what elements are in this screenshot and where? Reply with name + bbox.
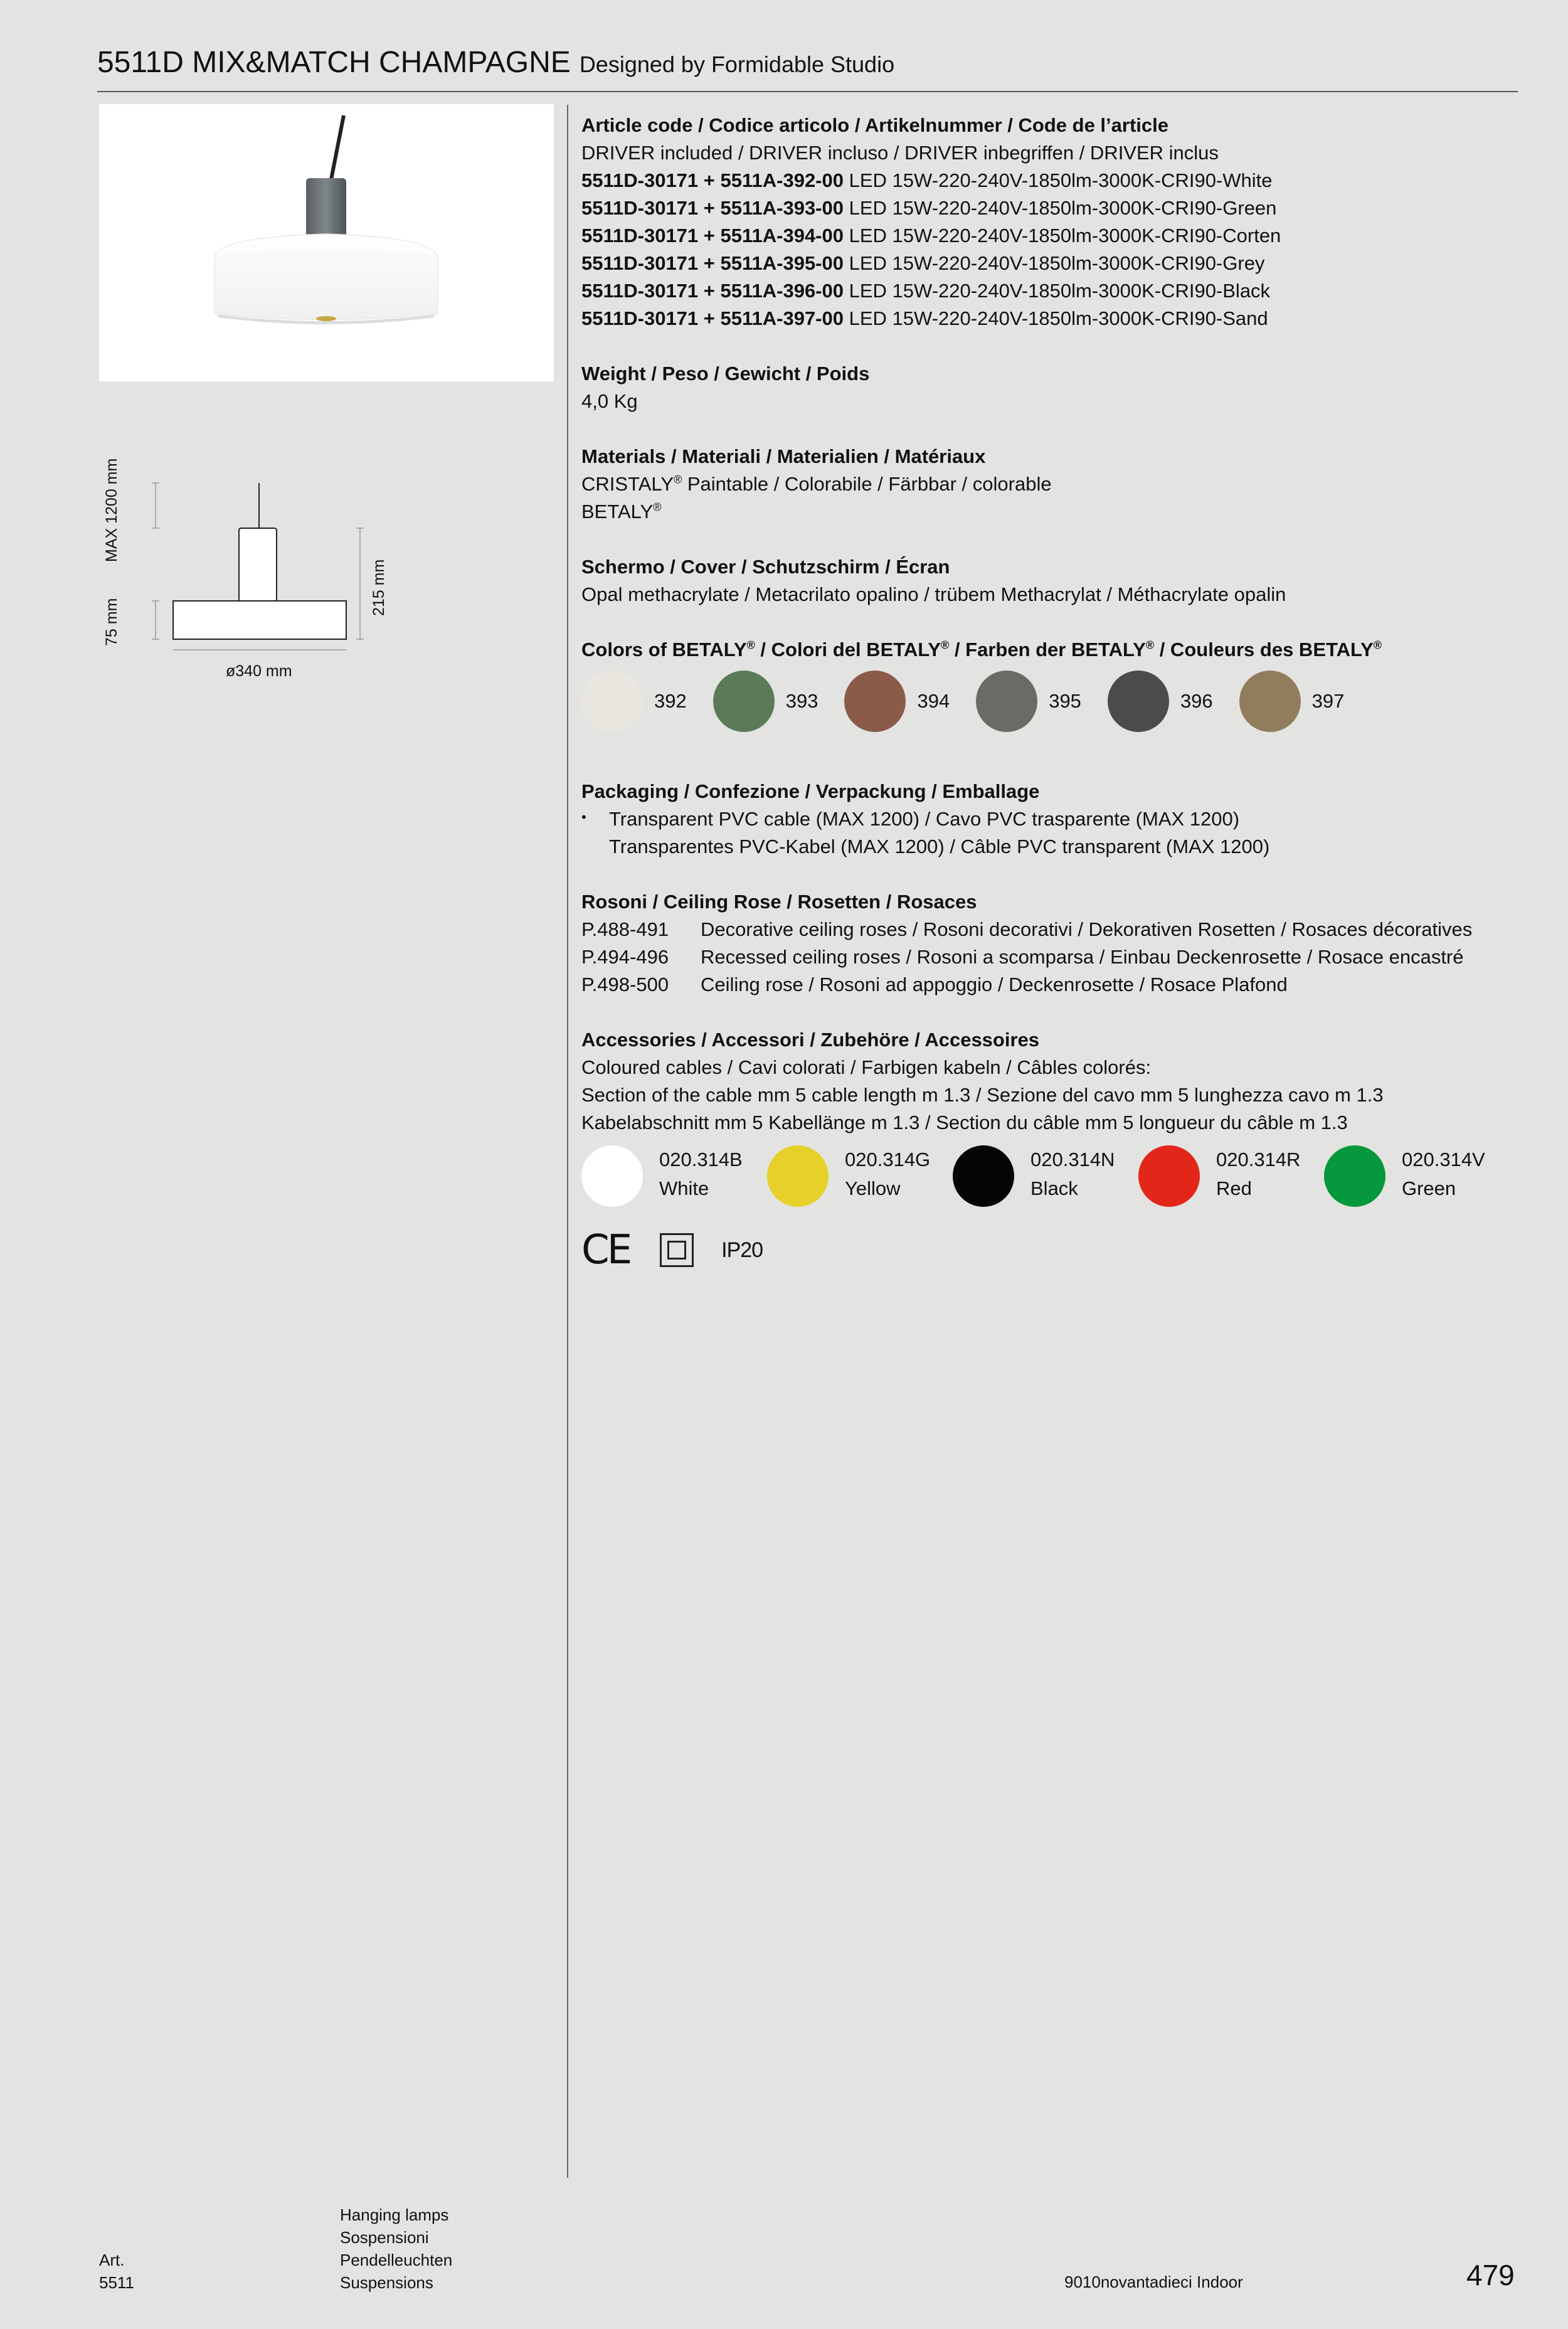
color-swatch bbox=[1239, 671, 1345, 732]
colors-heading-de: / Farben der BETALY bbox=[949, 639, 1146, 661]
swatch-code: 396 bbox=[1180, 690, 1213, 712]
cable-info bbox=[1402, 1145, 1485, 1208]
article-code: 5511D-30171 + 5511A-397-00 bbox=[581, 307, 844, 329]
registered-mark: ® bbox=[674, 473, 682, 486]
cable-option bbox=[953, 1145, 1138, 1208]
article-row bbox=[581, 277, 1510, 305]
swatch-code: 393 bbox=[785, 690, 818, 712]
accessories-heading: Accessories / Accessori / Zubehöre / Accessoires bbox=[581, 1029, 1040, 1051]
cable-color-dot bbox=[767, 1145, 829, 1207]
page-title bbox=[97, 45, 894, 80]
footer-categories bbox=[340, 2204, 452, 2294]
screen-heading: Schermo / Cover / Schutzschirm / Écran bbox=[581, 556, 950, 578]
rosoni-heading: Rosoni / Ceiling Rose / Rosetten / Rosaces bbox=[581, 891, 977, 913]
color-swatch bbox=[713, 671, 818, 732]
packaging-item bbox=[581, 805, 1510, 861]
registered-mark: ® bbox=[1145, 639, 1155, 652]
accessories-section bbox=[581, 1026, 1510, 1208]
accessories-line-3: Kabelabschnitt mm 5 Kabellänge m 1.3 / Section du câble mm 5 longueur du câble m 1.3 bbox=[581, 1111, 1348, 1133]
cable-options bbox=[581, 1145, 1510, 1208]
registered-mark: ® bbox=[1373, 639, 1382, 652]
screen-value: Opal methacrylate / Metacrilato opalino / trübem Methacrylat / Méthacrylate opalin bbox=[581, 583, 1286, 605]
swatch-code: 394 bbox=[917, 690, 950, 712]
screen-section bbox=[581, 553, 1510, 608]
rosoni-row bbox=[581, 971, 1510, 999]
article-spec: LED 15W-220-240V-1850lm-3000K-CRI90-Corten bbox=[849, 225, 1281, 247]
spec-column bbox=[581, 112, 1510, 1273]
article-row bbox=[581, 167, 1510, 194]
colors-heading-fr: / Couleurs des BETALY bbox=[1154, 639, 1374, 661]
cable-info bbox=[659, 1145, 743, 1208]
ip-rating: IP20 bbox=[721, 1238, 763, 1262]
swatch-dot bbox=[581, 671, 643, 732]
cable-code: 020.314G bbox=[845, 1149, 931, 1170]
registered-mark: ® bbox=[653, 501, 662, 514]
article-spec: LED 15W-220-240V-1850lm-3000K-CRI90-Sand bbox=[849, 307, 1268, 329]
color-swatch bbox=[844, 671, 950, 732]
rosoni-row bbox=[581, 916, 1510, 943]
cristaly-brand: CRISTALY bbox=[581, 473, 674, 495]
article-code: 5511D-30171 + 5511A-395-00 bbox=[581, 252, 844, 274]
swatch-dot bbox=[844, 671, 906, 732]
rosoni-page-ref: P.494-496 bbox=[581, 946, 669, 968]
category-label: Suspensions bbox=[340, 2273, 433, 2292]
product-photo bbox=[99, 104, 554, 381]
cable-option bbox=[1138, 1145, 1324, 1208]
registered-mark: ® bbox=[746, 639, 755, 652]
packaging-line-1: Transparent PVC cable (MAX 1200) / Cavo PVC trasparente (MAX 1200) bbox=[609, 808, 1240, 830]
colors-heading-en: Colors of BETALY bbox=[581, 639, 747, 661]
cable-code: 020.314R bbox=[1216, 1149, 1301, 1170]
color-swatches bbox=[581, 670, 1510, 733]
title-divider bbox=[97, 91, 1518, 92]
color-swatch bbox=[976, 671, 1081, 732]
weight-section bbox=[581, 360, 1510, 415]
category-label: Hanging lamps bbox=[340, 2205, 449, 2224]
product-name: 5511D MIX&MATCH CHAMPAGNE bbox=[97, 46, 571, 79]
cable-color-name: Green bbox=[1402, 1177, 1456, 1199]
category-label: Pendelleuchten bbox=[340, 2251, 453, 2269]
betaly-brand: BETALY bbox=[581, 501, 654, 523]
packaging-section bbox=[581, 778, 1510, 861]
swatch-dot bbox=[713, 671, 775, 732]
swatch-dot bbox=[1108, 671, 1169, 732]
cable-color-name: Red bbox=[1216, 1177, 1252, 1199]
packaging-line-2: Transparentes PVC-Kabel (MAX 1200) / Câble PVC transparent (MAX 1200) bbox=[609, 836, 1270, 857]
article-row bbox=[581, 305, 1510, 332]
column-divider bbox=[567, 105, 568, 2178]
cable-color-name: White bbox=[659, 1177, 709, 1199]
article-row bbox=[581, 250, 1510, 277]
rosoni-description: Decorative ceiling roses / Rosoni decorativi / Dekorativen Rosetten / Rosaces décoratives bbox=[701, 918, 1473, 940]
article-code: 5511D-30171 + 5511A-394-00 bbox=[581, 225, 844, 247]
designer-credit: Designed by Formidable Studio bbox=[579, 51, 895, 77]
art-number: 5511 bbox=[99, 2273, 134, 2292]
rosoni-row bbox=[581, 943, 1510, 971]
swatch-code: 395 bbox=[1049, 690, 1081, 712]
cable-info bbox=[1030, 1145, 1115, 1208]
registered-mark: ® bbox=[941, 639, 950, 652]
materials-line-1 bbox=[581, 470, 1510, 498]
swatch-dot bbox=[1239, 671, 1301, 732]
footer-art bbox=[99, 2249, 134, 2294]
pendant-lamp-image bbox=[99, 104, 554, 381]
materials-line-1-text: Paintable / Colorabile / Färbbar / colorable bbox=[682, 473, 1052, 495]
rosoni-page-ref: P.498-500 bbox=[581, 974, 669, 995]
materials-line-2 bbox=[581, 498, 1510, 526]
total-height-label: 215 mm bbox=[370, 559, 388, 616]
diameter-label: ø340 mm bbox=[226, 662, 292, 680]
rosoni-description: Ceiling rose / Rosoni ad appoggio / Deckenrosette / Rosace Plafond bbox=[701, 974, 1288, 995]
cable-length-label: MAX 1200 mm bbox=[103, 458, 120, 562]
cable-color-dot bbox=[1324, 1145, 1385, 1207]
cable-color-name: Black bbox=[1030, 1177, 1078, 1199]
rosoni-description: Recessed ceiling roses / Rosoni a scomparsa / Einbau Deckenrosette / Rosace encastré bbox=[701, 946, 1464, 968]
cable-option bbox=[581, 1145, 767, 1208]
accessories-line-1: Coloured cables / Cavi colorati / Farbigen kabeln / Câbles colorés: bbox=[581, 1056, 1152, 1078]
category-label: Sospensioni bbox=[340, 2228, 429, 2247]
swatch-code: 397 bbox=[1311, 690, 1345, 712]
cable-info bbox=[1216, 1145, 1300, 1208]
article-section bbox=[581, 112, 1510, 332]
rosoni-section bbox=[581, 888, 1510, 999]
bullet: • bbox=[581, 809, 586, 825]
article-spec: LED 15W-220-240V-1850lm-3000K-CRI90-Black bbox=[849, 280, 1271, 302]
swatch-code: 392 bbox=[654, 690, 687, 712]
article-code: 5511D-30171 + 5511A-392-00 bbox=[581, 169, 844, 191]
cable-color-dot bbox=[581, 1145, 643, 1207]
article-row bbox=[581, 222, 1510, 250]
materials-section bbox=[581, 443, 1510, 526]
colors-heading bbox=[581, 636, 1510, 664]
ce-mark: CE bbox=[581, 1227, 630, 1273]
article-row bbox=[581, 194, 1510, 222]
cable-code: 020.314V bbox=[1402, 1149, 1485, 1170]
swatch-dot bbox=[976, 671, 1037, 732]
cable-code: 020.314B bbox=[659, 1149, 743, 1170]
article-spec: LED 15W-220-240V-1850lm-3000K-CRI90-White bbox=[849, 169, 1273, 191]
colors-section bbox=[581, 636, 1510, 733]
cable-color-name: Yellow bbox=[845, 1177, 901, 1199]
weight-heading: Weight / Peso / Gewicht / Poids bbox=[581, 363, 870, 385]
cable-color-dot bbox=[953, 1145, 1014, 1207]
rosoni-list bbox=[581, 916, 1510, 999]
cable-option bbox=[767, 1145, 953, 1208]
cable-code: 020.314N bbox=[1030, 1149, 1115, 1170]
packaging-heading: Packaging / Confezione / Verpackung / Emballage bbox=[581, 780, 1040, 802]
article-list bbox=[581, 167, 1510, 332]
article-code: 5511D-30171 + 5511A-396-00 bbox=[581, 280, 844, 302]
weight-value: 4,0 Kg bbox=[581, 390, 638, 412]
article-spec: LED 15W-220-240V-1850lm-3000K-CRI90-Grey bbox=[849, 252, 1265, 274]
footer-brand: 9010novantadieci Indoor bbox=[1064, 2273, 1243, 2291]
art-label: Art. bbox=[99, 2251, 125, 2269]
cable-option bbox=[1324, 1145, 1510, 1208]
article-heading: Article code / Codice articolo / Artikelnummer / Code de l’article bbox=[581, 114, 1168, 136]
certifications bbox=[581, 1227, 1510, 1273]
cable-info bbox=[845, 1145, 930, 1208]
shade-height-label: 75 mm bbox=[103, 598, 120, 646]
class-ii-icon bbox=[660, 1233, 694, 1267]
rosoni-page-ref: P.488-491 bbox=[581, 918, 669, 940]
materials-heading: Materials / Materiali / Materialien / Matériaux bbox=[581, 445, 986, 467]
driver-note: DRIVER included / DRIVER incluso / DRIVER inbegriffen / DRIVER inclus bbox=[581, 142, 1219, 164]
article-spec: LED 15W-220-240V-1850lm-3000K-CRI90-Green bbox=[849, 197, 1277, 219]
article-code: 5511D-30171 + 5511A-393-00 bbox=[581, 197, 844, 219]
accessories-line-2: Section of the cable mm 5 cable length m 1.3 / Sezione del cavo mm 5 lunghezza cavo m 1.3 bbox=[581, 1084, 1384, 1106]
cable-color-dot bbox=[1138, 1145, 1200, 1207]
page-number: 479 bbox=[1466, 2259, 1515, 2291]
color-swatch bbox=[581, 671, 687, 732]
dimension-drawing bbox=[103, 439, 408, 703]
colors-heading-it: / Colori del BETALY bbox=[755, 639, 941, 661]
color-swatch bbox=[1108, 671, 1213, 732]
